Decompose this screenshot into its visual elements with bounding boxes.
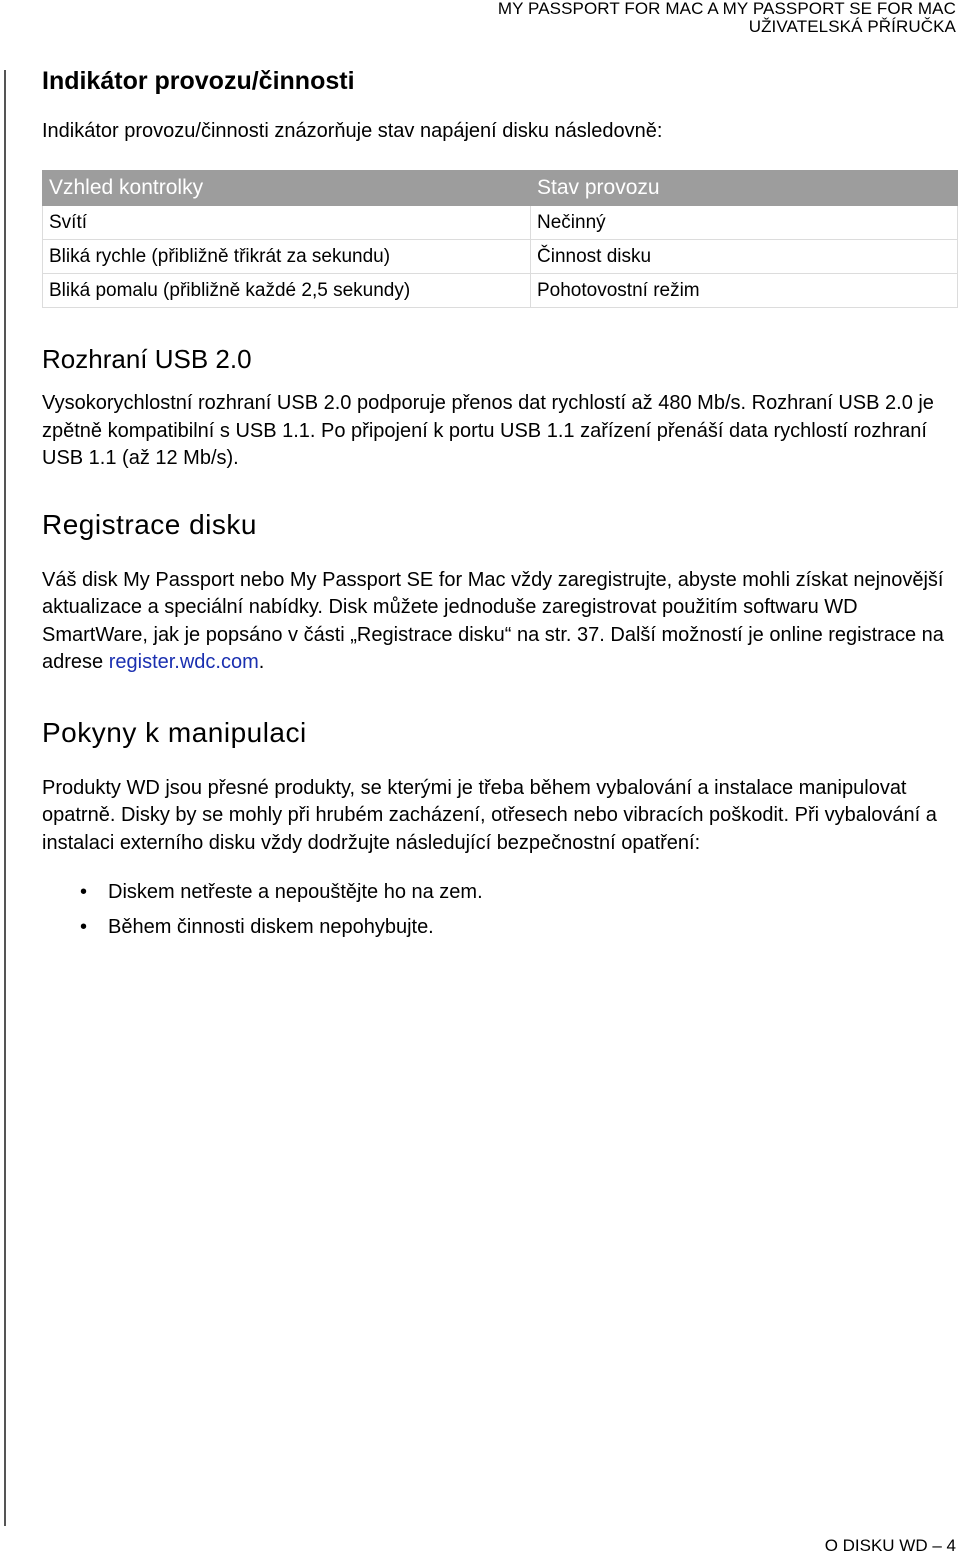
running-header-title: MY PASSPORT FOR MAC A MY PASSPORT SE FOR MAC [497,0,956,18]
handling-list [42,879,958,941]
registration-heading: Registrace disku [42,508,257,540]
table-row [43,274,958,308]
table-cell: Bliká pomalu (přibližně každé 2,5 sekundy) [43,274,531,308]
indicator-heading: Indikátor provozu/činnosti [42,67,355,95]
list-item [42,879,958,906]
table-row [43,206,958,240]
table-cell: Bliká rychle (přibližně třikrát za sekundu) [43,240,531,274]
list-item-text: Diskem netřeste a nepouštějte ho na zem. [108,881,483,903]
page-footer: O DISKU WD – 4 [824,1536,956,1555]
table-header-row [43,171,958,206]
table-cell: Činnost disku [531,240,958,274]
handling-paragraph: Produkty WD jsou přesné produkty, se kterými je třeba během vybalování a instalace manipulovat opatrně. Disky by se mohly při hrubém zacházení, otřesech nebo vibracích poškodit. Při vybalování a instalaci externího disku vždy dodržujte následující bezpečnostní opatření: [42,776,937,854]
list-item-text: Během činnosti diskem nepohybujte. [108,916,434,938]
handling-heading: Pokyny k manipulaci [42,716,307,748]
margin-rule [4,70,6,1526]
table-row [43,240,958,274]
table-header-appearance: Vzhled kontrolky [43,171,531,206]
running-header [498,0,956,36]
bullet-icon: • [80,916,88,938]
page-content [42,64,958,949]
usb-paragraph: Vysokorychlostní rozhraní USB 2.0 podporuje přenos dat rychlostí až 480 Mb/s. Rozhraní USB 2.0 je zpětně kompatibilní s USB 1.1. Po připojení k portu USB 1.1 zařízení přenáší data rychlostí rozhraní USB 1.1 (až 12 Mb/s). [42,392,934,469]
table-header-status: Stav provozu [531,171,958,206]
table-cell: Svítí [43,206,531,240]
registration-text: Váš disk My Passport nebo My Passport SE for Mac vždy zaregistrujte, abyste mohli získat nejnovější aktualizace a speciální nabídky. Disk můžete jednoduše zaregistrovat použitím softwaru WD SmartWare, jak je popsáno v části „Registrace disku“ na str. 37. Další možností je online registrace na adrese [42,568,944,673]
table-cell: Nečinný [531,206,958,240]
registration-paragraph [42,567,958,677]
usb-heading: Rozhraní USB 2.0 [42,344,252,374]
registration-period: . [258,651,265,673]
indicator-intro: Indikátor provozu/činnosti znázorňuje stav napájení disku následovně: [42,120,663,142]
bullet-icon: • [80,881,88,903]
indicator-table [42,170,958,308]
table-cell: Pohotovostní režim [531,274,958,308]
registration-link[interactable]: register.wdc.com [108,651,259,673]
running-header-subtitle: UŽIVATELSKÁ PŘÍRUČKA [748,17,956,36]
list-item [42,914,958,941]
